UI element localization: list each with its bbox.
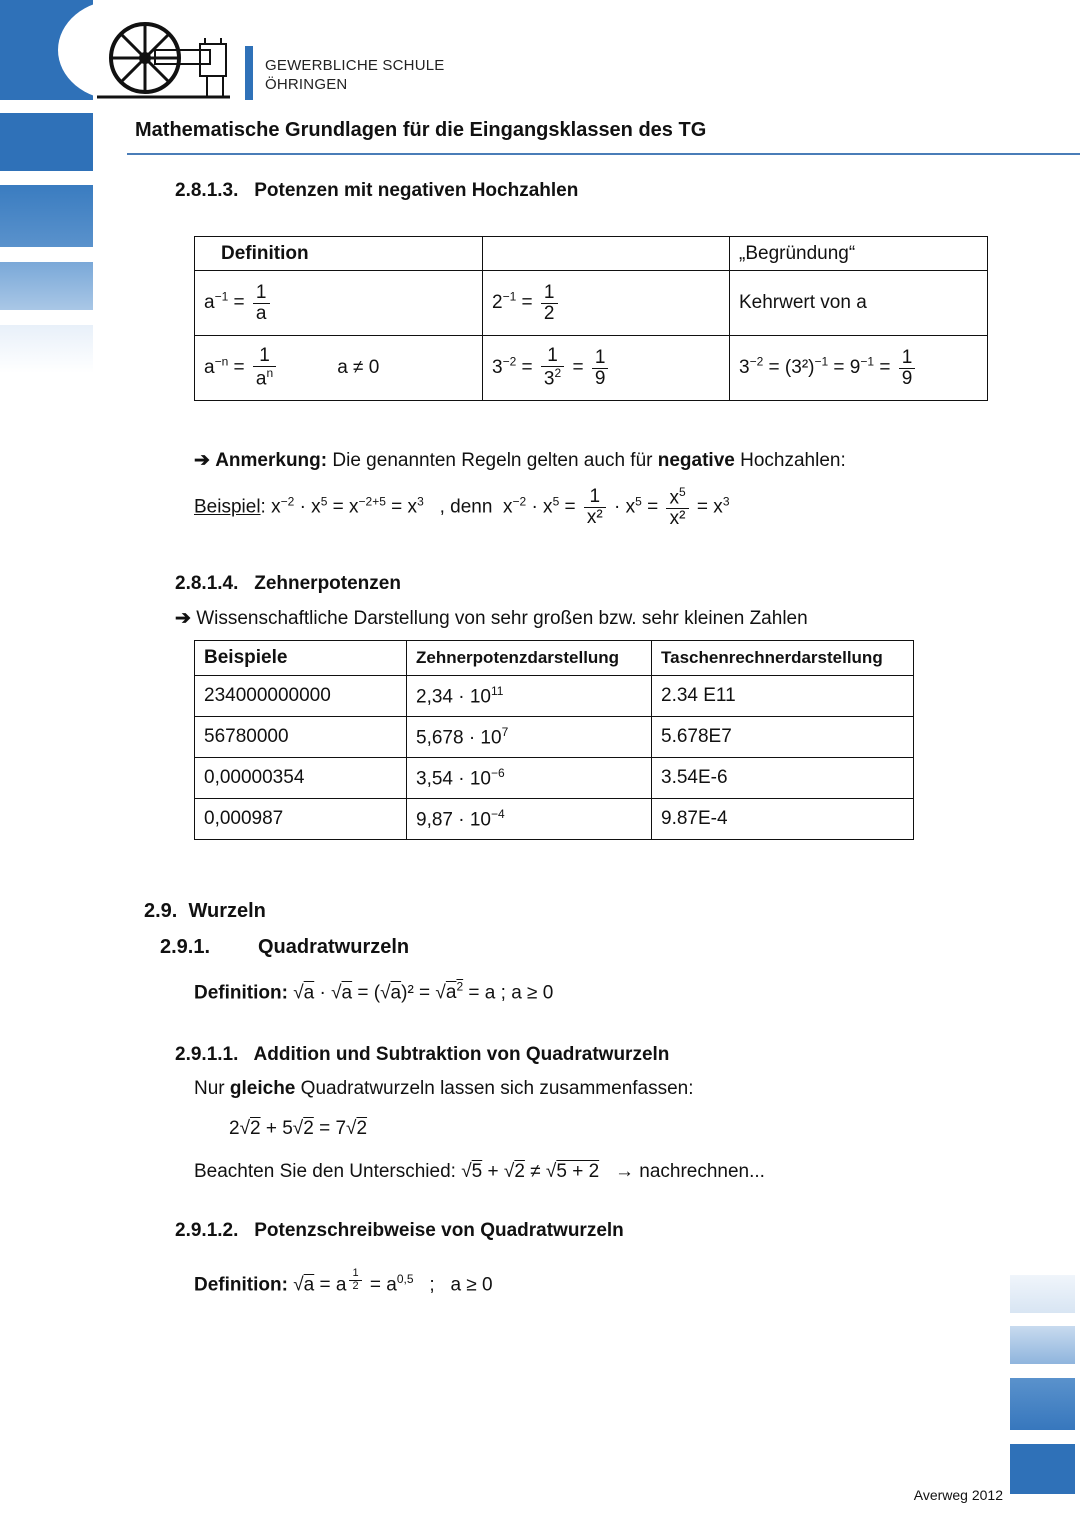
section-heading-2911 — [175, 1044, 669, 1066]
table-cell — [483, 336, 730, 401]
emphasis: gleiche — [229, 1078, 296, 1099]
note-label: Anmerkung: — [215, 450, 328, 471]
school-name — [265, 56, 444, 94]
table-row — [195, 758, 914, 799]
subline-text: Wissenschaftliche Darstellung von sehr großen bzw. sehr kleinen Zahlen — [196, 608, 808, 629]
section-heading-291 — [160, 936, 409, 959]
school-line2: ÖHRINGEN — [265, 76, 348, 93]
heading-number: 2.9.1.1. — [175, 1044, 239, 1065]
heading-text: Quadratwurzeln — [258, 936, 410, 958]
table-header-cell: Zehnerpotenzdarstellung — [407, 641, 652, 676]
table-cell: 5.678E7 — [652, 717, 914, 758]
steam-engine-icon — [95, 20, 235, 100]
footer-author: Averweg 2012 — [913, 1487, 1003, 1503]
school-line1: GEWERBLICHE SCHULE — [265, 57, 445, 74]
section-heading-2814 — [175, 573, 401, 595]
table-cell — [195, 271, 483, 336]
example-line: Beispiel: $x^{-2} \cdot x^5 = x^{-2+5} = x^3$ , denn $x^{-2} \cdot x^5$ = $\frac{1}{\text{x²}}$ · $x^5$ = $\frac{x^5}{\text{x²}}$ = $x^3$ — [194, 485, 730, 530]
table-row — [195, 676, 914, 717]
arrow-right-icon: → — [614, 1161, 634, 1182]
definition-label: Definition: — [194, 1274, 288, 1296]
table-cell: 9.87E-4 — [652, 799, 914, 840]
section-heading-2813 — [175, 180, 578, 202]
table-cell: 2.34 E11 — [652, 676, 914, 717]
power-definition: Definition: √a = a $^{\frac{1}{2}}$ = $a^{0,5}$ ; a ≥ 0 — [194, 1267, 493, 1296]
formula: $3^{-2} = (3^2)^{-1} = 9^{-1}$ = $\frac{1}{9}$ — [739, 357, 918, 378]
heading-text: Potenzen mit negativen Hochzahlen — [254, 180, 579, 201]
negative-exponent-table — [194, 236, 988, 401]
scientific-notation-line — [175, 607, 808, 630]
sidebar-block-4 — [0, 262, 93, 310]
table-cell — [195, 336, 483, 401]
formula: $a^{-n}$ = $\frac{1}{a^n}$ — [204, 357, 279, 378]
title-rule — [127, 153, 1080, 155]
difference-line: Beachten Sie den Unterschied: √5 + √2 ≠ √5 + 2 → nachrechnen... — [194, 1161, 765, 1182]
section-heading-2912 — [175, 1220, 624, 1242]
sqrt-definition: Definition: $√a \cdot √a = (√a)^2 = √a^2 = a$ ; a ≥ 0 — [194, 980, 554, 1004]
heading-number: 2.8.1.4. — [175, 573, 239, 594]
table-cell: $3,54 \cdot 10^{-6}$ — [407, 758, 652, 799]
table-row — [195, 641, 914, 676]
heading-number: 2.9.1. — [160, 936, 211, 958]
table-cell: $2,34 \cdot 10^{11}$ — [407, 676, 652, 717]
table-header-cell — [483, 237, 730, 271]
document-title: Mathematische Grundlagen für die Eingangsklassen des TG — [135, 119, 707, 141]
denn-text: , denn — [439, 496, 493, 518]
logo-divider — [245, 46, 253, 100]
heading-text: Addition und Subtraktion von Quadratwurzeln — [253, 1044, 670, 1065]
note-text-end: Hochzahlen: — [740, 450, 846, 471]
table-header-cell: Beispiele — [195, 641, 407, 676]
sum-example: 2√2 + 5√2 = 7√2 — [229, 1118, 368, 1139]
heading-text: Potenzschreibweise von Quadratwurzeln — [254, 1220, 624, 1241]
school-logo — [95, 20, 235, 105]
table-header-cell: Taschenrechnerdarstellung — [652, 641, 914, 676]
heading-text: Zehnerpotenzen — [254, 573, 401, 594]
condition: a ≠ 0 — [337, 357, 380, 379]
table-cell: 0,00000354 — [195, 758, 407, 799]
same-roots-line: Nur gleiche Quadratwurzeln lassen sich zusammenfassen: — [194, 1078, 694, 1099]
justification-text: Kehrwert von a — [739, 292, 867, 313]
table-cell: $9,87 \cdot 10^{-4}$ — [407, 799, 652, 840]
formula: $a^{-1}$ = $\frac{1}{a}$ — [204, 292, 273, 313]
heading-text: Wurzeln — [188, 900, 266, 922]
note-emphasis: negative — [657, 450, 735, 471]
example-label: Beispiel — [194, 496, 261, 518]
powers-of-ten-table — [194, 640, 914, 840]
table-row — [195, 237, 988, 271]
heading-number: 2.9.1.2. — [175, 1220, 239, 1241]
table-cell: 234000000000 — [195, 676, 407, 717]
sidebar-block-5 — [0, 325, 93, 373]
right-block-4 — [1010, 1444, 1075, 1494]
right-block-2 — [1010, 1326, 1075, 1364]
table-cell — [730, 336, 988, 401]
table-cell: 56780000 — [195, 717, 407, 758]
sidebar-block-3 — [0, 185, 93, 247]
sidebar-block-2 — [0, 113, 93, 171]
right-block-3 — [1010, 1378, 1075, 1430]
table-row — [195, 717, 914, 758]
definition-label: Definition: — [194, 982, 288, 1004]
table-cell — [483, 271, 730, 336]
section-heading-29 — [144, 900, 266, 923]
heading-number: 2.9. — [144, 900, 178, 922]
note-text: Die genannten Regeln gelten auch für — [332, 450, 653, 471]
table-cell: 0,000987 — [195, 799, 407, 840]
arrow-right-icon: ➔ — [175, 608, 191, 629]
table-header-cell: „Begründung“ — [730, 237, 988, 271]
table-row — [195, 336, 988, 401]
table-cell: $5,678 \cdot 10^7$ — [407, 717, 652, 758]
heading-number: 2.8.1.3. — [175, 180, 239, 201]
table-cell: 3.54E-6 — [652, 758, 914, 799]
note-line — [194, 449, 846, 472]
formula: $3^{-2}$ = $\frac{1}{3^2}$ = $\frac{1}{9}$ — [492, 357, 611, 378]
table-row — [195, 799, 914, 840]
check-hint: nachrechnen... — [639, 1161, 765, 1182]
table-header-cell: Definition — [195, 237, 483, 271]
table-row — [195, 271, 988, 336]
right-block-1 — [1010, 1275, 1075, 1313]
formula: $2^{-1}$ = $\frac{1}{2}$ — [492, 292, 561, 313]
arrow-right-icon: ➔ — [194, 450, 210, 471]
table-cell — [730, 271, 988, 336]
